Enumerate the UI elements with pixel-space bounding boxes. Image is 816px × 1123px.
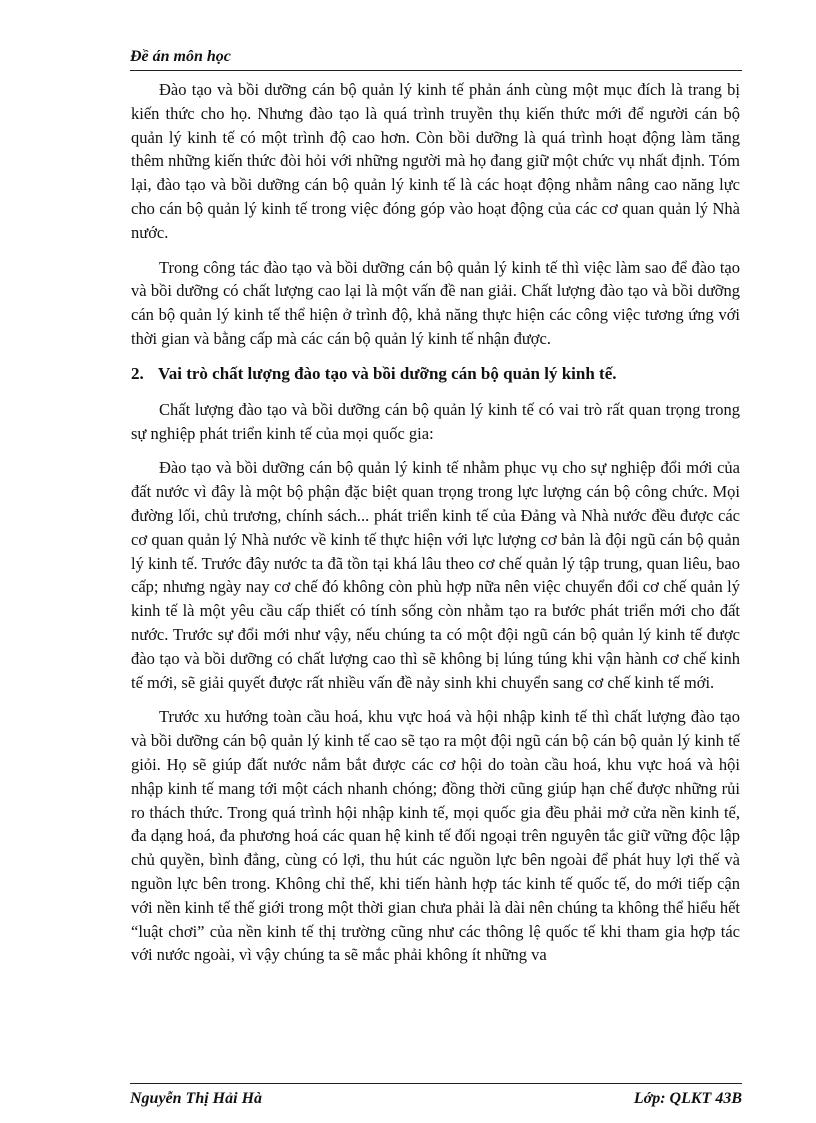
page-header: Đề án môn học [130, 48, 231, 65]
paragraph: Trong công tác đào tạo và bồi dưỡng cán bộ quản lý kinh tế thì việc làm sao để đào tạo và bồi dưỡng có chất lượng cao lại là một vấn đề nan giải. Chất lượng đào tạo và bồi dưỡng cán bộ quản lý kinh tế thể hiện ở trình độ, khả năng thực hiện các công việc tương ứng với thời gian và bằng cấp mà các cán bộ quản lý kinh tế nhận được. [131, 257, 740, 348]
footer-divider [130, 1083, 742, 1084]
paragraph: Trước xu hướng toàn cầu hoá, khu vực hoá và hội nhập kinh tế thì chất lượng đào tạo và bồi dưỡng cán bộ quản lý kinh tế cao sẽ tạo ra một đội ngũ cán bộ cán bộ quản lý kinh tế giỏi. Họ sẽ giúp đất nước nắm bắt được các cơ hội do toàn cầu hoá, khu vực hoá và hội nhập kinh tế mang tới một cách nhanh chóng; đồng thời cũng giúp hạn chế được những rủi ro thách thức. Trong quá trình hội nhập kinh tế, mọi quốc gia đều phải mở cửa nền kinh tế, đa dạng hoá, đa phương hoá các quan hệ kinh tế đối ngoại trên nguyên tắc giữ vững độc lập chủ quyền, bình đẳng, cùng có lợi, thu hút các nguồn lực bên ngoài để phát huy lợi thế và nguồn lực bên trong. Không chỉ thế, khi tiến hành hợp tác kinh tế quốc tế, do mới tiếp cận với nền kinh tế thế giới trong một thời gian chưa phải là dài nên chúng ta không thể hiểu hết “luật chơi” của nền kinh tế thị trường cũng như các thông lệ quốc tế khi tham gia hợp tác với nước ngoài, vì vậy chúng ta sẽ mắc phải không ít những va [131, 707, 740, 965]
footer-author: Nguyễn Thị Hải Hà [130, 1090, 263, 1107]
header-divider [130, 70, 742, 71]
page-footer [130, 1090, 742, 1108]
section-number: 2. [131, 363, 144, 383]
paragraph: Đào tạo và bồi dưỡng cán bộ quản lý kinh tế nhằm phục vụ cho sự nghiệp đổi mới của đất nước vì đây là một bộ phận đặc biệt quan trọng trong lực lượng cán bộ công chức. Mọi đường lối, chủ trương, chính sách... phát triển kinh tế của Đảng và Nhà nước đều được các cơ quan quản lý Nhà nước về kinh tế thực hiện với lực lượng cơ bản là đội ngũ cán bộ quản lý kinh tế. Trước đây nước ta đã tồn tại khá lâu theo cơ chế quản lý tập trung, quan liêu, bao cấp; nhưng ngày nay cơ chế đó không còn phù hợp nữa nên việc chuyển đổi cơ chế quản lý kinh tế là một yêu cầu cấp thiết có tính sống còn nhằm tạo ra bước phát triển mới cho đất nước. Trước sự đổi mới như vậy, nếu chúng ta có một đội ngũ cán bộ quản lý kinh tế được đào tạo và bồi dưỡng có chất lượng cao thì sẽ không bị lúng túng khi vận hành cơ chế kinh tế mới, sẽ giải quyết được rất nhiều vấn đề nảy sinh khi chuyển sang cơ chế kinh tế mới. [131, 458, 740, 692]
footer-class: Lớp: QLKT 43B [633, 1090, 742, 1107]
paragraph: Chất lượng đào tạo và bồi dưỡng cán bộ quản lý kinh tế có vai trò rất quan trọng trong sự nghiệp phát triển kinh tế của mọi quốc gia: [131, 399, 740, 443]
section-heading [131, 362, 740, 386]
page-content [131, 78, 740, 978]
paragraph: Đào tạo và bồi dưỡng cán bộ quản lý kinh tế phản ánh cùng một mục đích là trang bị kiến thức cho họ. Nhưng đào tạo là quá trình truyền thụ kiến thức mới để người cán bộ quản lý kinh tế có một trình độ cao hơn. Còn bồi dưỡng là quá trình hoạt động làm tăng thêm những kiến thức đòi hỏi với những người mà họ đang giữ một chức vụ nhất định. Tóm lại, đào tạo và bồi dưỡng cán bộ quản lý kinh tế là các hoạt động nhằm nâng cao năng lực cho cán bộ quản lý kinh tế trong việc đóng góp vào hoạt động của các cơ quan quản lý Nhà nước. [131, 80, 740, 242]
section-title: Vai trò chất lượng đào tạo và bồi dưỡng cán bộ quản lý kinh tế. [158, 363, 617, 383]
